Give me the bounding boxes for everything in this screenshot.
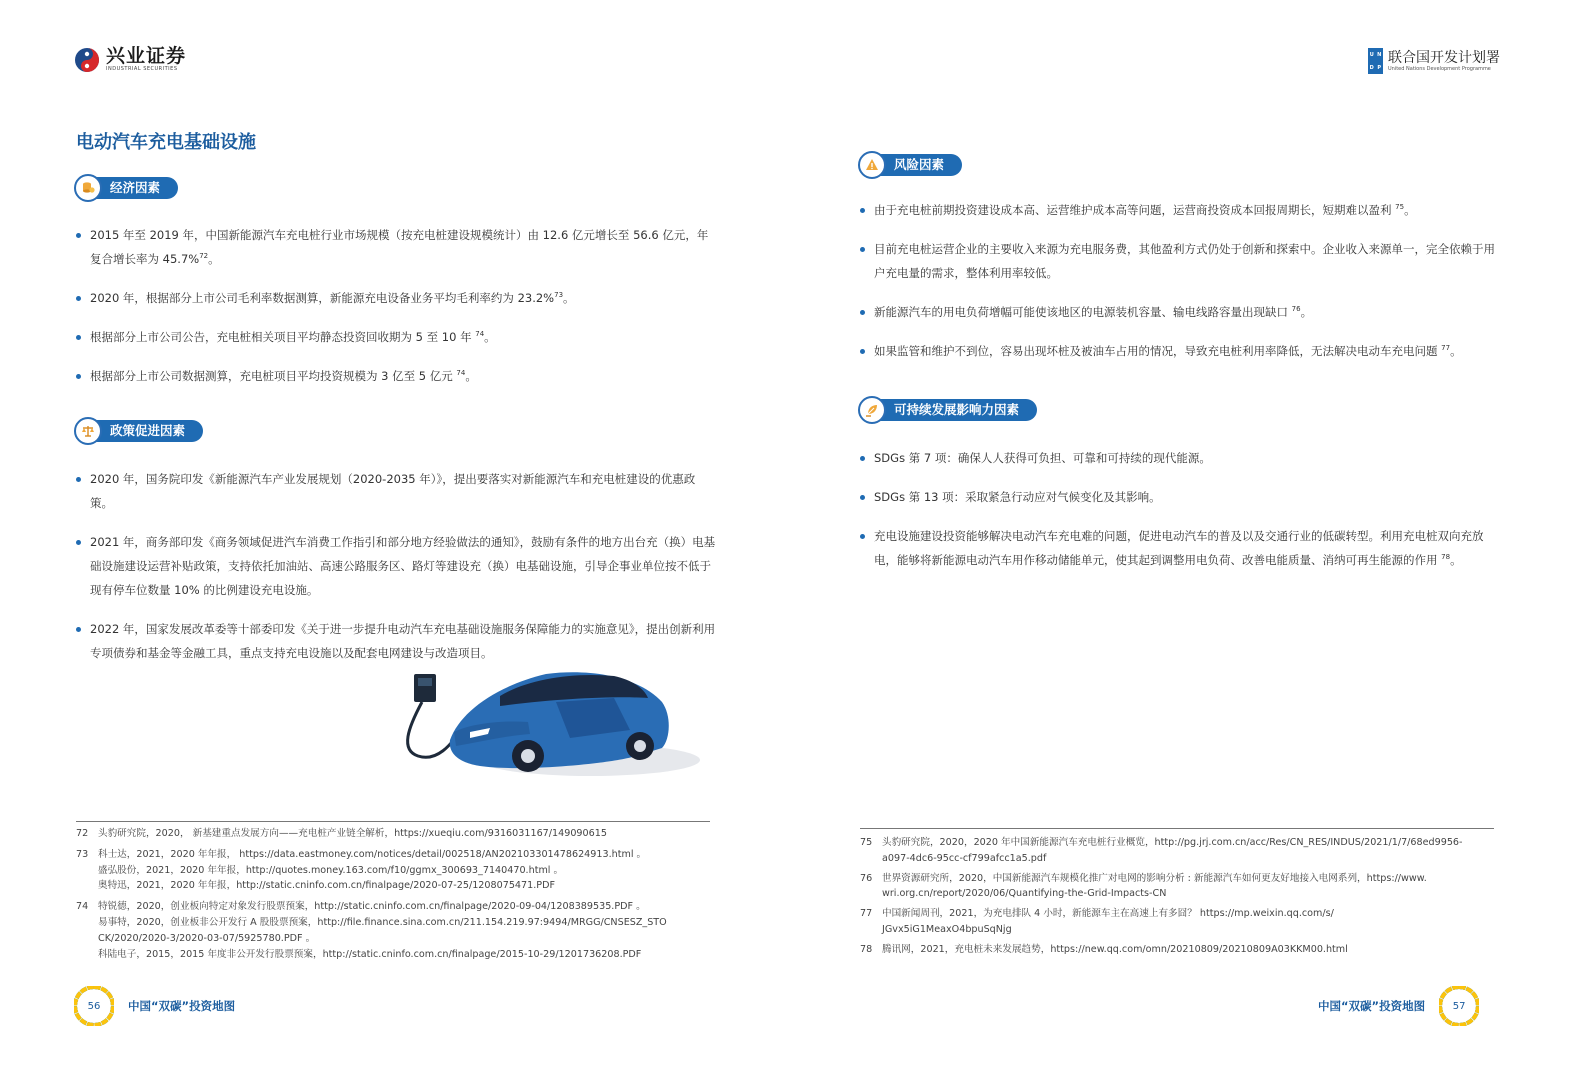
list-item: 根据部分上市公司数据测算，充电桩项目平均投资规模为 3 亿至 5 亿元 $^{74}$。 [76,364,716,388]
footer-label: 中国“双碳”投资地图 [1318,999,1426,1013]
footnote: 72 头豹研究院，2020， 新基建重点发展方向——充电桩产业链全解析，https://xueqiu.com/9316031167/149090615 [76,828,607,839]
sustain-list [860,446,1500,572]
risk-list [860,198,1500,363]
list-item: 2022 年，国家发展改革委等十部委印发《关于进一步提升电动汽车充电基础设施服务保障能力的实施意见》，提出创新利用专项债券和基金等金融工具，重点支持充电设施以及配套电网建设与改造项目。 [76,617,716,665]
list-item: 新能源汽车的用电负荷增幅可能使该地区的电源装机容量、输电线路容量出现缺口 $^{76}$。 [860,300,1500,324]
list-item: 2021 年，商务部印发《商务领域促进汽车消费工作指引和部分地方经验做法的通知》，鼓励有条件的地方出台充（换）电基础设施建设运营补贴政策，支持依托加油站、高速公路服务区、路灯等建设充（换）电基础设施，引导企事业单位按不低于现有停车位数量 10% 的比例建设充电设施。 [76,530,716,602]
list-item: 2020 年，根据部分上市公司毛利率数据测算，新能源充电设备业务平均毛利率约为 23.2%$^{73}$。 [76,286,716,310]
leaf-hand-icon [858,396,886,424]
economic-list [76,223,716,388]
list-item: SDGs 第 13 项：采取紧急行动应对气候变化及其影响。 [860,485,1500,509]
section-economic-label: 经济因素 [88,177,178,199]
list-item: 由于充电桩前期投资建设成本高、运营维护成本高等问题，运营商投资成本回报周期长，短期难以盈利 $^{75}$。 [860,198,1500,222]
footnote: 77 中国新闻周刊，2021，为充电排队 4 小时，新能源车主在高速上有多囧？ https://mp.weixin.qq.com/s/ JGvx5iG1MeaxO4bpuSqNjg [860,908,1334,935]
section-risk [858,152,962,178]
list-item: 充电设施建设投资能够解决电动汽车充电难的问题，促进电动汽车的普及以及交通行业的低碳转型。利用充电桩双向充放电，能够将新能源电动汽车用作移动储能单元，使其起到调整用电负荷、改善电能质量、消纳可再生能源的作用 $^{78}$。 [860,524,1500,572]
section-economic [74,175,178,201]
left-logo-sub: INDUSTRIAL SECURITIES [106,66,178,72]
industrial-securities-logo [74,46,186,73]
page-number: 57 [1448,995,1470,1017]
right-logo-name: 联合国开发计划署 [1388,49,1500,66]
page-number: 56 [83,995,105,1017]
section-risk-label: 风险因素 [872,154,962,176]
footnote: 75 头豹研究院，2020，2020 年中国新能源汽车充电桩行业概览，http://pg.jrj.com.cn/acc/Res/CN_RES/INDUS/2021/1/7/68ed9956- a097-4dc6-95cc-cf799afcc1a5.pdf [860,837,1463,864]
warning-icon [858,151,886,179]
right-footer [1318,986,1479,1026]
undp-emblem-icon: U N D P [1368,48,1383,74]
coin-stack-icon [74,174,102,202]
list-item: SDGs 第 7 项：确保人人获得可负担、可靠和可持续的现代能源。 [860,446,1500,470]
undp-logo [1368,48,1500,74]
left-footer [74,986,235,1026]
right-logo-sub: United Nations Development Programme [1388,65,1491,72]
right-footnotes [860,835,1510,958]
footnote: 73 科士达，2021，2020 年年报， https://data.eastmoney.com/notices/detail/002518/AN202103301478624913.html 。 盛弘股份，2021，2020 年年报，http://quotes.money.163.com/f10/ggmx_300693_7140470.html 。 奥特迅，2021，2020 年年报，http://static.cninfo.com.cn/finalpage/2020-07-25/1208075471.PDF [76,848,647,892]
right-footnote-rule [860,828,1494,829]
sdg-wheel-icon [1439,986,1479,1026]
page-title: 电动汽车充电基础设施 [76,132,256,153]
section-sustain [858,397,1037,423]
footnote: 74 特锐德，2020，创业板向特定对象发行股票预案，http://static.cninfo.com.cn/finalpage/2020-09-04/1208389535.PDF 。 易事特，2020，创业板非公开发行 A 股股票预案，http://file.finance.sina.com.cn/211.154.219.97:9494/MRGG/CNSESZ_STO CK/2020/2020-3/2020-03-07/5925780.PDF 。 科陆电子，2015，2015 年度非公开发行股票预案，http://static.cninfo.com.cn/finalpage/2015-10-29/1201736208.PDF [76,901,667,960]
section-policy [74,418,203,444]
list-item: 如果监管和维护不到位，容易出现坏桩及被油车占用的情况，导致充电桩利用率降低，无法解决电动车充电问题 $^{77}$。 [860,339,1500,363]
footer-label: 中国“双碳”投资地图 [128,999,236,1013]
section-sustain-label: 可持续发展影响力因素 [872,399,1037,421]
left-logo-name: 兴业证券 [106,45,187,67]
left-footnote-rule [76,821,710,822]
list-item: 根据部分上市公司公告，充电桩相关项目平均静态投资回收期为 5 至 10 年 $^{74}$。 [76,325,716,349]
list-item: 2015 年至 2019 年，中国新能源汽车充电桩行业市场规模（按充电桩建设规模统计）由 12.6 亿元增长至 56.6 亿元，年复合增长率为 45.7%$^{72}$。 [76,223,716,271]
sdg-wheel-icon [74,986,114,1026]
swirl-logo-icon [74,47,100,73]
section-policy-label: 政策促进因素 [88,420,203,442]
list-item: 目前充电桩运营企业的主要收入来源为充电服务费，其他盈利方式仍处于创新和探索中。企业收入来源单一，完全依赖于用户充电量的需求，整体利用率较低。 [860,237,1500,285]
scales-icon [74,417,102,445]
left-footnotes [76,826,716,962]
footnote: 78 腾讯网，2021，充电桩未来发展趋势，https://new.qq.com/omn/20210809/20210809A03KKM00.html [860,943,1348,955]
ev-charging-illustration [400,668,710,793]
list-item: 2020 年，国务院印发《新能源汽车产业发展规划（2020-2035 年）》，提出要落实对新能源汽车和充电桩建设的优惠政策。 [76,467,716,515]
policy-list [76,467,716,665]
footnote: 76 世界资源研究所，2020，中国新能源汽车规模化推广对电网的影响分析 : 新能源汽车如何更友好地接入电网系列，https://www. wri.org.cn/report/2020/06/Quantifying-the-Grid-Impacts-CN [860,872,1427,900]
